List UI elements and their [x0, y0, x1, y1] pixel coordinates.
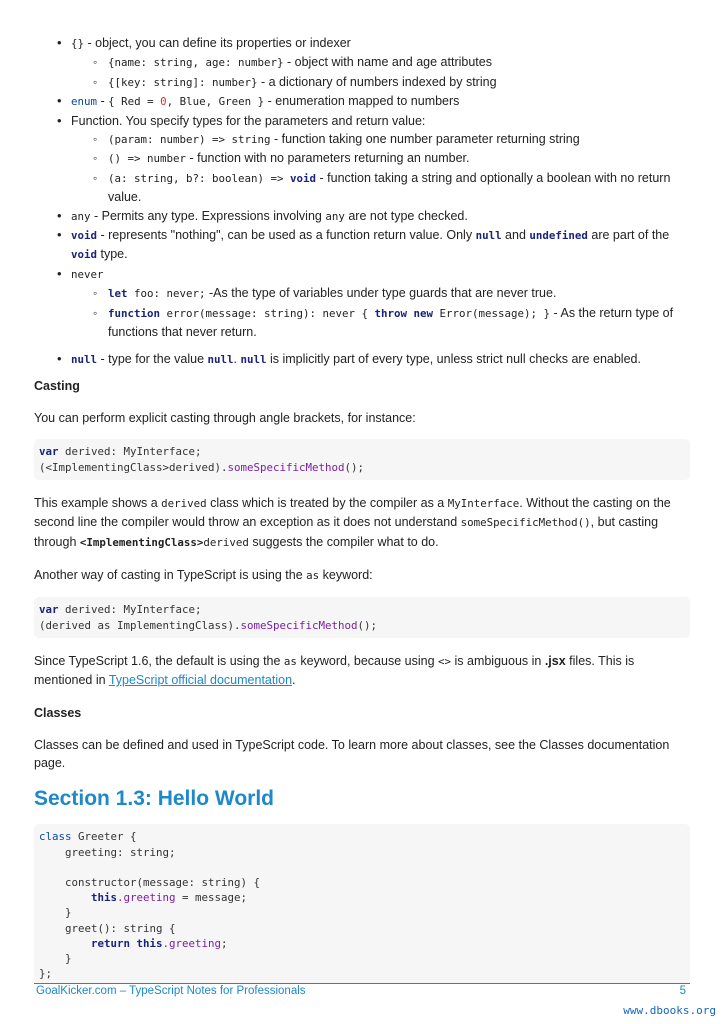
casting-explanation	[34, 494, 690, 552]
code-keyword: undefined	[529, 229, 588, 243]
code-line: greet(): string {	[39, 921, 176, 935]
code-method: someSpecificMethod	[240, 618, 358, 632]
code-keyword: function	[108, 306, 161, 320]
code-keyword: null	[475, 229, 502, 243]
code-method: someSpecificMethod	[227, 460, 345, 474]
code-keyword: return this	[91, 936, 163, 950]
code-snippet: {name: string, age: number}	[108, 56, 284, 70]
code-method: .greeting	[162, 936, 222, 950]
item-text: are not type checked.	[344, 208, 468, 223]
classes-heading: Classes	[34, 705, 82, 720]
item-text: - object, you can define its properties or indexer	[84, 36, 351, 50]
item-text: - type for the value	[97, 351, 208, 366]
code-line: ();	[344, 460, 365, 474]
code-number: 0	[160, 95, 167, 109]
code-line: (derived as ImplementingClass).	[39, 618, 241, 632]
item-text: - represents "nothing", can be used as a function return value. Only	[97, 228, 476, 243]
item-text: - Permits any type. Expressions involving	[90, 208, 326, 223]
text: keyword:	[319, 567, 373, 582]
page-content	[34, 34, 690, 984]
code-line: };	[39, 967, 53, 981]
item-text: - function taking a string and optionally a boolean with no return value.	[108, 170, 671, 205]
page-number: 5	[679, 985, 686, 997]
inline-code: MyInterface	[447, 496, 520, 510]
code-keyword: throw new	[374, 306, 434, 320]
code-line: }	[39, 952, 72, 965]
item-text: - object with name and age attributes	[283, 55, 492, 70]
code-snippet: () => number	[108, 152, 187, 166]
code-keyword: void	[71, 229, 98, 243]
code-snippet: , Blue, Green }	[166, 95, 265, 109]
code-keyword: class	[39, 830, 72, 844]
text: .	[292, 673, 296, 688]
code-keyword: null	[240, 352, 267, 366]
code-snippet: { Red =	[108, 95, 161, 109]
code-method: .greeting	[117, 891, 176, 905]
list-item-null	[34, 350, 690, 369]
casting-since	[34, 652, 690, 690]
code-snippet: never	[71, 267, 104, 281]
inline-code: <>	[438, 654, 452, 668]
section-title: Section 1.3: Hello World	[34, 787, 274, 811]
item-text: Function. You specify types for the parameters and return value:	[71, 113, 426, 128]
code-keyword: this	[91, 891, 118, 905]
footer-title: GoalKicker.com – TypeScript Notes for Professionals	[36, 985, 306, 997]
code-snippet: any	[71, 209, 91, 223]
type-list	[34, 34, 690, 369]
code-block-casting-1	[34, 439, 690, 479]
item-text: is implicitly part of every type, unless strict null checks are enabled.	[266, 351, 641, 366]
code-snippet: error(message: string): never {	[160, 306, 375, 320]
inline-code: as	[306, 568, 320, 582]
text: Since TypeScript 1.6, the default is using the	[34, 653, 284, 668]
code-line: derived: MyInterface;	[58, 445, 202, 459]
item-text: -	[97, 94, 109, 109]
code-keyword: enum	[71, 95, 98, 109]
code-line: ;	[221, 936, 228, 950]
code-object: {}	[71, 37, 85, 50]
code-line: }	[39, 906, 72, 920]
code-line: greeting: string;	[39, 845, 176, 859]
inline-code: derived	[203, 535, 249, 549]
text: keyword, because using	[296, 653, 438, 668]
inline-code: someSpecificMethod()	[460, 516, 591, 530]
item-text: are part of the	[587, 228, 670, 243]
code-line: (<ImplementingClass>derived).	[39, 460, 228, 474]
code-snippet: {[key: string]: number}	[108, 75, 258, 89]
text: is ambiguous in	[451, 653, 545, 668]
casting-another	[34, 566, 690, 585]
item-text: .	[233, 351, 241, 366]
code-keyword: let	[108, 287, 128, 301]
code-keyword: void	[71, 248, 98, 262]
bold-text: .jsx	[544, 653, 566, 668]
code-block-casting-2	[34, 597, 690, 637]
code-line: derived: MyInterface;	[58, 603, 202, 617]
code-keyword: var	[39, 445, 59, 459]
list-subitem	[34, 169, 690, 207]
list-item-any	[34, 207, 690, 226]
code-line: Greeter {	[71, 830, 137, 844]
code-keyword: void	[290, 171, 317, 185]
code-snippet: (a: string, b?: boolean) =>	[108, 171, 291, 185]
code-keyword: null	[207, 352, 234, 366]
list-item-function	[34, 112, 690, 130]
text: suggests the compiler what to do.	[248, 534, 439, 549]
code-snippet: any	[325, 209, 345, 223]
casting-heading: Casting	[34, 378, 80, 393]
code-line: = message;	[175, 891, 248, 905]
list-subitem	[34, 53, 690, 72]
code-snippet: (param: number) => string	[108, 133, 271, 147]
code-line: constructor(message: string) {	[39, 875, 261, 889]
item-text: and	[501, 228, 530, 243]
text: . Without the casting on the second line the compiler would throw an exception as it does not understand	[34, 495, 671, 530]
list-item-void	[34, 226, 690, 265]
text: files. This is mentioned in	[34, 653, 635, 688]
text: Another way of casting in TypeScript is using the	[34, 567, 307, 582]
inline-code: derived	[161, 496, 207, 510]
list-item-enum	[34, 92, 690, 111]
item-text: - function taking one number parameter returning string	[270, 132, 580, 147]
typescript-docs-link[interactable]: TypeScript official documentation	[108, 673, 293, 688]
item-text: - function with no parameters returning an number.	[186, 151, 470, 166]
item-text: - As the return type of functions that never return.	[108, 305, 674, 340]
inline-code: as	[283, 654, 297, 668]
code-snippet: foo: never;	[127, 287, 206, 301]
list-subitem	[34, 73, 690, 92]
list-subitem	[34, 130, 690, 149]
casting-intro: You can perform explicit casting through angle brackets, for instance:	[34, 410, 416, 425]
list-subitem	[34, 304, 690, 342]
inline-code: <ImplementingClass>	[79, 535, 204, 549]
list-subitem	[34, 149, 690, 168]
text: , but casting through	[34, 515, 659, 549]
watermark: www.dbooks.org	[623, 1004, 716, 1017]
code-line: ();	[357, 618, 378, 632]
list-item-never	[34, 265, 690, 284]
text: This example shows a	[34, 495, 162, 510]
list-subitem	[34, 284, 690, 303]
item-text: -As the type of variables under type guards that are never true.	[205, 286, 557, 301]
code-snippet: Error(message); }	[433, 306, 551, 320]
item-text: type.	[97, 247, 128, 262]
text: class which is treated by the compiler as a	[206, 495, 448, 510]
footer-divider	[34, 983, 690, 984]
code-keyword: var	[39, 603, 59, 617]
code-keyword: null	[71, 352, 98, 366]
list-item-object	[34, 34, 690, 53]
item-text: - enumeration mapped to numbers	[264, 94, 460, 109]
classes-text: Classes can be defined and used in TypeScript code. To learn more about classes, see the Classes documentation page.	[34, 737, 670, 770]
item-text: - a dictionary of numbers indexed by string	[257, 74, 497, 89]
code-block-hello-world	[34, 824, 690, 984]
